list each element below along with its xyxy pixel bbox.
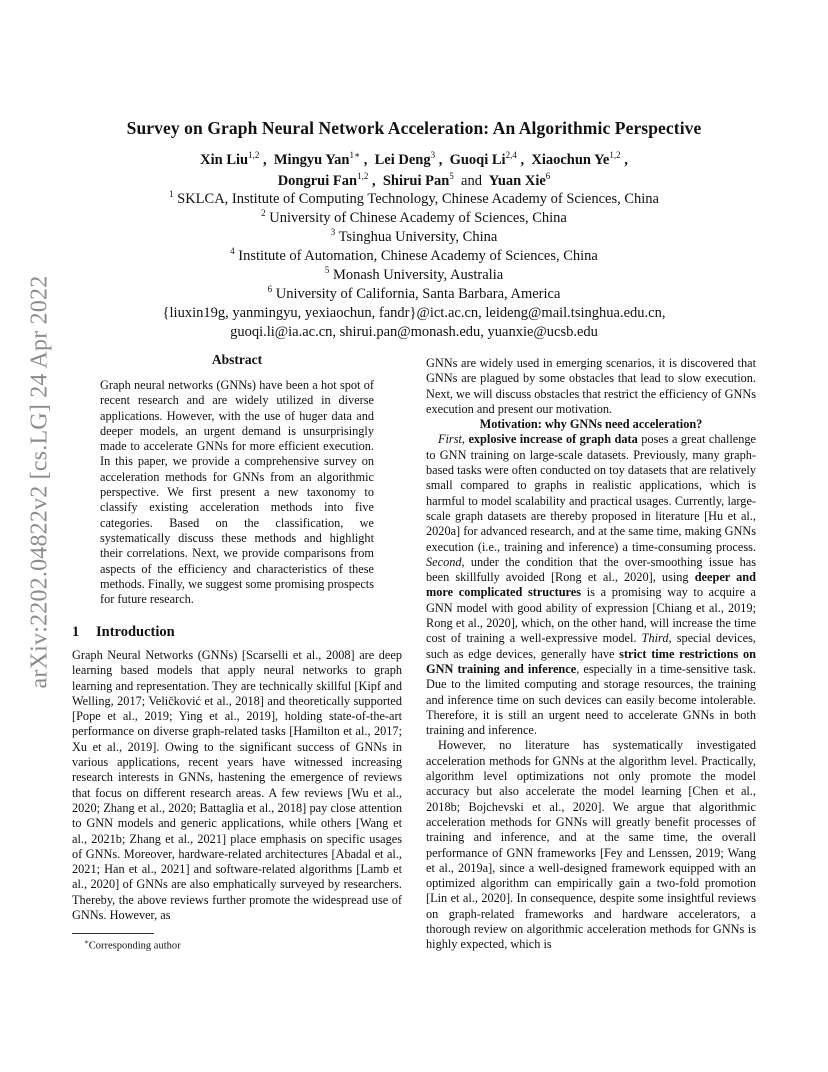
right-paragraph-3: However, no literature has systematically investigated acceleration methods for GNNs at the algorithm level. Practically, algorithm level optimizations not only promote the model accuracy but also accelerate the model learning [Chen et al., 2018b; Bojchevski et al., 2020]. We argue that algorithmic acceleration methods for GNNs will greatly benefit processes of training and inference, and at the same time, the overall performance of GNN frameworks [Fey and Lenssen, 2019; Wang et al., 2019a], since a well-designed framework equipped with an optimized algorithm can empirically gain a two-fold promotion [Lin et al., 2020]. In consequence, despite some insightful reviews on graph-related frameworks and hardware accelerators, a thorough review on algorithmic acceleration methods for GNNs is highly expected, which is: [426, 738, 756, 952]
author-line-2: Dongrui Fan$^{1,2}$ , Shirui Pan$^5$ and Yuan Xie$^6$: [277, 171, 551, 189]
author: Xiaochun Ye$^{1,2}$: [531, 150, 621, 168]
email-line-1: {liuxin19g, yanmingyu, yexiaochun, fandr}@ict.ac.cn, leideng@mail.tsinghua.edu.cn,: [162, 305, 666, 321]
author: Shirui Pan$^5$: [382, 171, 454, 189]
footnote: ∗Corresponding author: [84, 938, 181, 952]
abstract-heading: Abstract: [211, 352, 263, 367]
affiliation-2: $^2$ University of Chinese Academy of Sciences, China: [261, 208, 567, 226]
right-paragraph-2: First, explosive increase of graph data poses a great challenge to GNN training on large-scale datasets. Previously, many graph-based tasks were often conducted on toy datasets that are relatively small compared to graphs in realistic applications, which is harmful to model scalability and practical usages. Currently, large-scale graph datasets are thereby proposed in literature [Hu et al., 2020a] for advanced research, and at the same time, making GNNs execution (i.e., training and inference) a time-consuming process. Second, under the condition that the over-smoothing issue has been skillfully avoided [Rong et al., 2020], using deeper and more complicated structures is a promising way to acquire a GNN model with good ability of expression [Chiang et al., 2019; Rong et al., 2020], which, on the other hand, will increase the time cost of training a well-expressive model. Third, special devices, such as edge devices, generally have strict time restrictions on GNN training and inference, especially in a time-sensitive task. Due to the limited computing and storage resources, the training and inference time on such devices can easily become intolerable. Therefore, it is still an urgent need to accelerate GNNs in both training and inference.: [426, 432, 756, 738]
paper-title: Survey on Graph Neural Network Acceleration: An Algorithmic Perspective: [126, 118, 702, 138]
arxiv-identifier: arXiv:2202.04822v2 [cs.LG] 24 Apr 2022: [26, 275, 53, 689]
intro-paragraph: Graph Neural Networks (GNNs) [Scarselli et al., 2008] are deep learning based models that apply neural networks to graph learning and representation. They are technically skillful [Kipf and Welling, 2017; Veličković et al., 2018] and theoretically supported [Pope et al., 2019; Ying et al., 2019], holding state-of-the-art performance on diverse graph-related tasks [Hamilton et al., 2017; Xu et al., 2019]. Owing to the significant success of GNNs in various applications, recent years have witnessed increasing research interests in GNNs, hastening the emergence of reviews that focus on different research areas. A few reviews [Wu et al., 2020; Zhang et al., 2020; Battaglia et al., 2018] pay close attention to GNN models and generic applications, while others [Wang et al., 2021b; Zhang et al., 2021] place emphasis on specific usages of GNNs. Moreover, hardware-related architectures [Abadal et al., 2021; Han et al., 2021] and software-related algorithms [Lamb et al., 2020] of GNNs are also emphatically surveyed by researchers. Thereby, the above reviews further promote the widespread use of GNNs. However, as: [72, 648, 402, 923]
abstract-body: [100, 378, 374, 607]
email-line-2: guoqi.li@ia.ac.cn, shirui.pan@monash.edu, yuanxie@ucsb.edu: [230, 324, 598, 340]
motivation-heading: Motivation: why GNNs need acceleration?: [479, 417, 703, 432]
author-line-1: Xin Liu$^{1,2}$ , Mingyu Yan$^{1∗}$ , Lei Deng$^3$ , Guoqi Li$^{2,4}$ , Xiaochun Ye$^{1,2}$ ,: [200, 150, 628, 168]
author: Lei Deng$^3$: [374, 150, 436, 168]
affiliation-6: $^6$ University of California, Santa Barbara, America: [267, 284, 561, 302]
author: Yuan Xie$^6$: [488, 171, 551, 189]
affiliation-4: $^4$ Institute of Automation, Chinese Academy of Sciences, China: [230, 246, 598, 264]
section-heading-introduction: 1 Introduction: [72, 624, 175, 640]
abstract-text: Graph neural networks (GNNs) have been a hot spot of recent research and are widely utilized in diverse applications. However, with the use of huger data and deeper models, an urgent demand is unsurprisingly made to accelerate GNNs for more efficient execution. In this paper, we provide a comprehensive survey on acceleration methods for GNNs from an algorithmic perspective. We first present a new taxonomy to classify existing acceleration methods into five categories. Based on the classification, we systematically discuss these methods and highlight their correlations. Next, we provide comparisons from aspects of the efficiency and characteristics of these methods. Finally, we suggest some promising prospects for future research.: [100, 378, 374, 607]
author: Dongrui Fan$^{1,2}$: [277, 171, 369, 189]
right-column: [426, 356, 756, 953]
author: Guoqi Li$^{2,4}$: [449, 150, 517, 168]
footnote-rule: [72, 933, 154, 934]
affiliation-3: $^3$ Tsinghua University, China: [330, 227, 498, 245]
author: Xin Liu$^{1,2}$: [200, 150, 260, 168]
author: Mingyu Yan$^{1∗}$: [273, 150, 361, 168]
and-word: and: [461, 173, 482, 189]
affiliation-1: $^1$ SKLCA, Institute of Computing Technology, Chinese Academy of Sciences, China: [169, 189, 659, 207]
right-paragraph-1: GNNs are widely used in emerging scenarios, it is discovered that GNNs are plagued by some obstacles that lead to slow execution. Next, we will discuss obstacles that restrict the efficiency of GNNs execution and present our motivation.: [426, 356, 756, 416]
intro-body: [72, 648, 402, 923]
affiliation-5: $^5$ Monash University, Australia: [324, 265, 504, 283]
